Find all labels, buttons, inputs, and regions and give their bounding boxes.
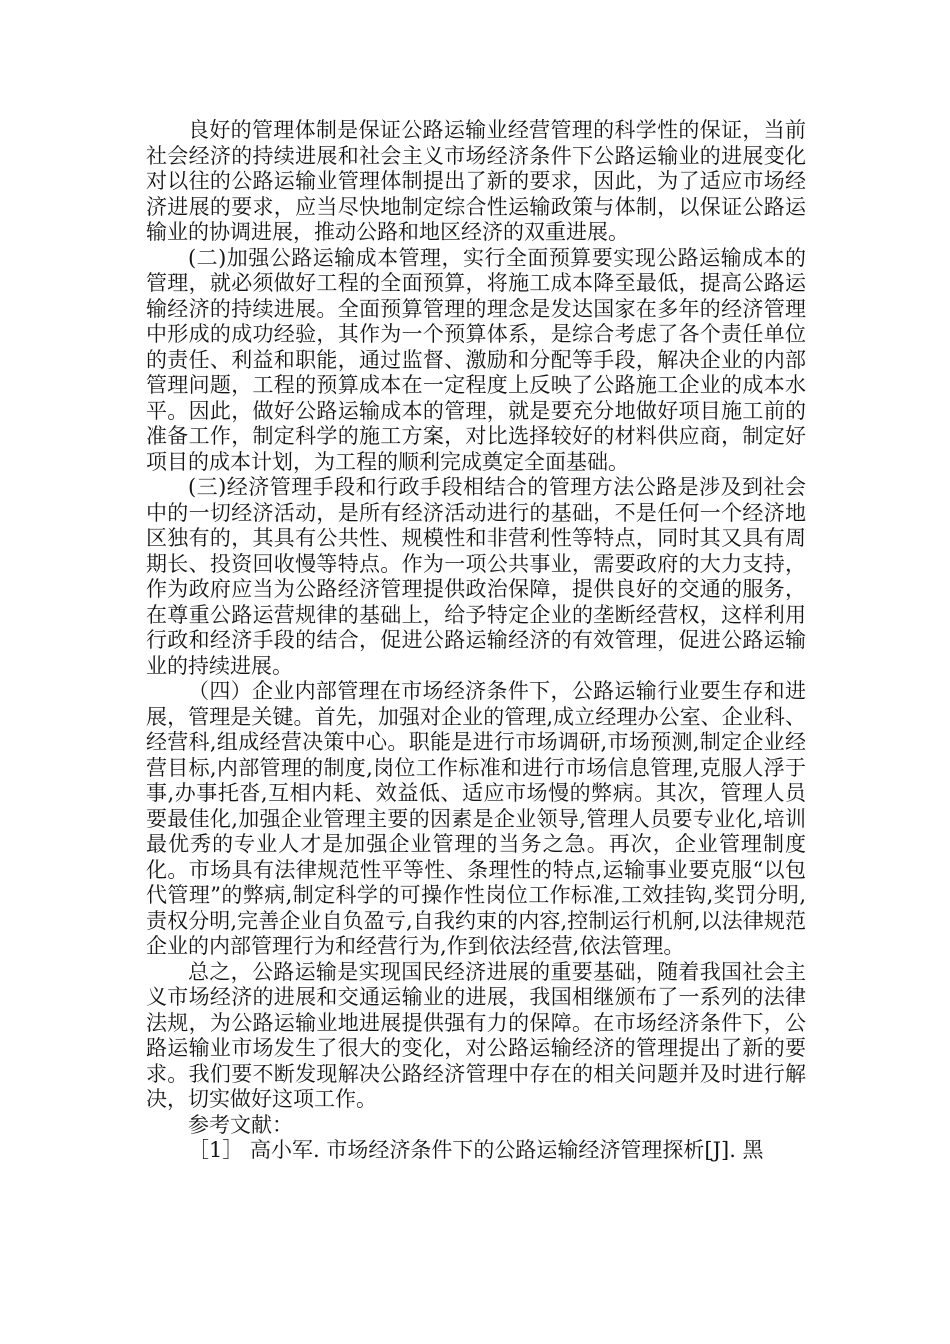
references-heading: 参考文献：	[188, 1112, 293, 1137]
paragraph-cost-management: (二)加强公路运输成本管理，实行全面预算要实现公路运输成本的管理，就必须做好工程的全面预算，将施工成本降至最低，提高公路运输经济的持续进展。全面预算管理的理念是发达国家在多年的经济管理中形成的成功经验，其作为一个预算体系，是综合考虑了各个责任单位的责任、利益和职能，通过监督、激励和分配等手段，解决企业的内部管理问题，工程的预算成本在一定程度上反映了公路施工企业的成本水平。因此，做好公路运输成本的管理，就是要充分地做好项目施工前的准备工作，制定科学的施工方案，对比选择较好的材料供应商，制定好项目的成本计划，为工程的顺利完成奠定全面基础。	[146, 245, 806, 474]
paragraph-internal-management: （四）企业内部管理在市场经济条件下，公路运输行业要生存和进展，管理是关键。首先，加强对企业的管理,成立经理办公室、企业科、经营科,组成经营决策中心。职能是进行市场调研,市场预测,制定企业经营目标,内部管理的制度,岗位工作标准和进行市场信息管理,克服人浮于事,办事托沓,互相内耗、效益低、适应市场慢的弊病。其次，管理人员要最佳化,加强企业管理主要的因素是企业领导,管理人员要专业化,培训最优秀的专业人才是加强企业管理的当务之急。再次，企业管理制度化。市场具有法律规范性平等性、条理性的特点,运输事业要克服“以包代管理”的弊病,制定科学的可操作性岗位工作标准,工效挂钩,奖罚分明,责权分明,完善企业自负盈亏,自我约束的内容,控制运行机舸,以法律规范企业的内部管理行为和经营行为,作到依法经营,依法管理。	[146, 679, 806, 958]
paragraph-conclusion: 总之，公路运输是实现国民经济进展的重要基础，随着我国社会主义市场经济的进展和交通运输业的进展，我国相继颁布了一系列的法律法规，为公路运输业地进展提供强有力的保障。在市场经济条件下，公路运输业市场发生了很大的变化，对公路运输经济的管理提出了新的要求。我们要不断发现解决公路经济管理中存在的相关问题并及时进行解决，切实做好这项工作。	[146, 959, 806, 1111]
paragraph-economic-administrative: (三)经济管理手段和行政手段相结合的管理方法公路是涉及到社会中的一切经济活动，是所有经济活动进行的基础，不是任何一个经济地区独有的，其具有公共性、规模性和非营利性等特点，同时其又具有周期长、投资回收慢等特点。作为一项公共事业，需要政府的大力支持，作为政府应当为公路经济管理提供政治保障，提供良好的交通的服务，在尊重公路运营规律的基础上，给予特定企业的垄断经营权，这样利用行政和经济手段的结合，促进公路运输经济的有效管理，促进公路运输业的持续进展。	[146, 475, 806, 678]
reference-item: ［1］ 高小军. 市场经济条件下的公路运输经济管理探析[J]. 黑	[188, 1138, 764, 1162]
document-body	[146, 118, 806, 1164]
paragraph-intro: 良好的管理体制是保证公路运输业经营管理的科学性的保证，当前社会经济的持续进展和社会主义市场经济条件下公路运输业的进展变化对以往的公路运输业管理体制提出了新的要求，因此，为了适应市场经济进展的要求，应当尽快地制定综合性运输政策与体制，以保证公路运输业的协调进展，推动公路和地区经济的双重进展。	[146, 118, 806, 244]
